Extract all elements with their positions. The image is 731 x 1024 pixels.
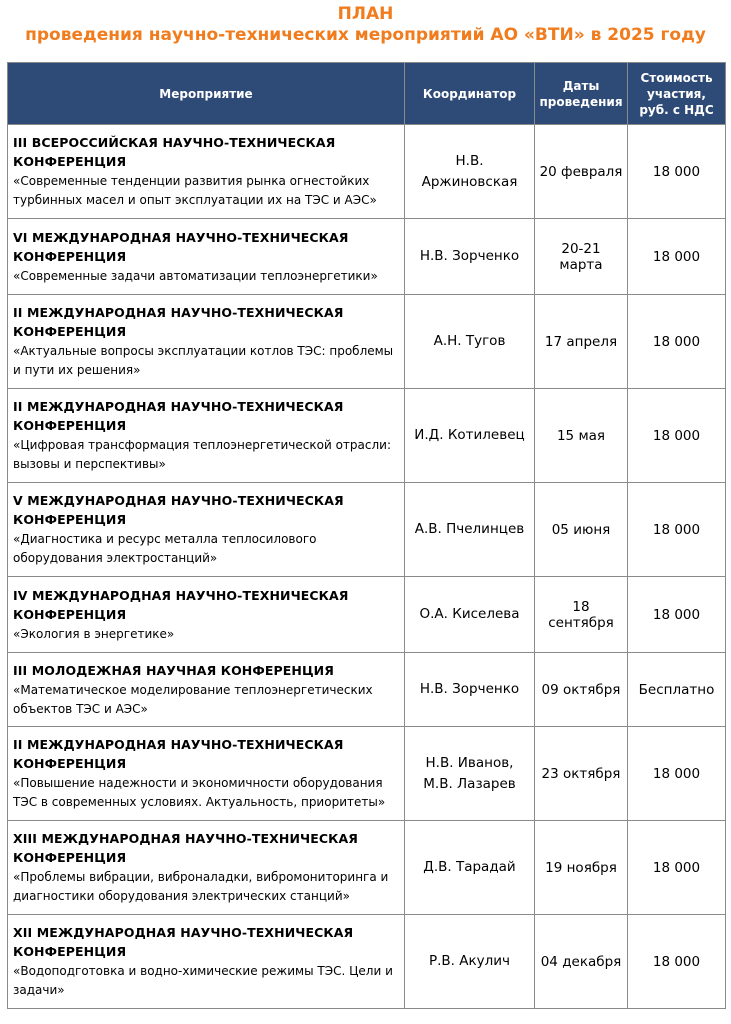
title-line-2: проведения научно-технических мероприятий АО «ВТИ» в 2025 году (25, 25, 706, 45)
event-cell (8, 483, 405, 577)
cost-cell: 18 000 (628, 915, 726, 1009)
cost-cell: 18 000 (628, 821, 726, 915)
table-row (8, 125, 726, 219)
table-row (8, 483, 726, 577)
coordinator-name: Н.В. Зорченко (419, 248, 520, 264)
event-title: II МЕЖДУНАРОДНАЯ НАУЧНО-ТЕХНИЧЕСКАЯ КОНФЕРЕНЦИЯ (13, 399, 344, 433)
header-coordinator: Координатор (405, 63, 535, 125)
coordinator-cell (405, 483, 535, 577)
event-title: VI МЕЖДУНАРОДНАЯ НАУЧНО-ТЕХНИЧЕСКАЯ КОНФЕРЕНЦИЯ (13, 229, 349, 264)
coordinator-name: Н.В. Зорченко (419, 681, 520, 697)
event-cell (8, 125, 405, 219)
cost-cell: 18 000 (628, 483, 726, 577)
date-cell: 15 мая (535, 389, 628, 483)
event-description: «Математическое моделирование теплоэнергетических объектов ТЭС и АЭС» (13, 682, 373, 716)
document-title (0, 0, 731, 58)
title-line-1: ПЛАН (337, 4, 394, 24)
event-cell (8, 577, 405, 653)
coordinator-name: О.А. Киселева (419, 606, 520, 622)
event-cell (8, 219, 405, 295)
coordinator-name: Н.В. Иванов, (425, 754, 514, 771)
event-description: «Цифровая трансформация теплоэнергетической отрасли: вызовы и перспективы» (13, 438, 391, 471)
event-title: IV МЕЖДУНАРОДНАЯ НАУЧНО-ТЕХНИЧЕСКАЯ КОНФЕРЕНЦИЯ (13, 587, 349, 622)
event-description: «Современные задачи автоматизации теплоэнергетики» (13, 268, 378, 283)
coordinator-cell (405, 125, 535, 219)
date-cell: 23 октября (535, 727, 628, 821)
event-title: XII МЕЖДУНАРОДНАЯ НАУЧНО-ТЕХНИЧЕСКАЯ КОНФЕРЕНЦИЯ (13, 925, 354, 959)
events-table (7, 62, 726, 1009)
coordinator-name: Д.В. Тарадай (423, 859, 516, 875)
table-row (8, 915, 726, 1009)
date-cell: 20 февраля (535, 125, 628, 219)
cost-cell: 18 000 (628, 389, 726, 483)
event-description: «Экология в энергетике» (13, 626, 175, 641)
event-cell (8, 389, 405, 483)
event-title: XIII МЕЖДУНАРОДНАЯ НАУЧНО-ТЕХНИЧЕСКАЯ КОНФЕРЕНЦИЯ (13, 831, 358, 865)
event-title: V МЕЖДУНАРОДНАЯ НАУЧНО-ТЕХНИЧЕСКАЯ КОНФЕРЕНЦИЯ (13, 493, 344, 527)
event-description: «Водоподготовка и водно-химические режимы ТЭС. Цели и задачи» (13, 964, 393, 997)
event-title: III МОЛОДЕЖНАЯ НАУЧНАЯ КОНФЕРЕНЦИЯ (13, 662, 334, 678)
table-header-row (8, 63, 726, 125)
date-cell: 20-21 марта (535, 219, 628, 295)
coordinator-cell (405, 389, 535, 483)
coordinator-cell (405, 727, 535, 821)
table-row (8, 295, 726, 389)
event-description: «Проблемы вибрации, виброналадки, вибромониторинга и диагностики оборудования электрических станций» (13, 870, 389, 903)
event-cell (8, 915, 405, 1009)
date-cell: 19 ноября (535, 821, 628, 915)
table-row (8, 727, 726, 821)
header-dates: Даты проведения (535, 63, 628, 125)
coordinator-name: А.Н. Тугов (433, 333, 506, 349)
table-row (8, 821, 726, 915)
date-cell: 17 апреля (535, 295, 628, 389)
table-row (8, 219, 726, 295)
coordinator-name: И.Д. Котилевец (414, 427, 525, 443)
event-cell (8, 653, 405, 727)
cost-cell: Бесплатно (628, 653, 726, 727)
event-description: «Современные тенденции развития рынка огнестойких турбинных масел и опыт эксплуатации их на ТЭС и АЭС» (13, 174, 377, 207)
cost-cell: 18 000 (628, 219, 726, 295)
event-cell (8, 295, 405, 389)
coordinator-cell (405, 915, 535, 1009)
event-title: II МЕЖДУНАРОДНАЯ НАУЧНО-ТЕХНИЧЕСКАЯ КОНФЕРЕНЦИЯ (13, 737, 344, 771)
cost-cell: 18 000 (628, 577, 726, 653)
coordinator-cell (405, 295, 535, 389)
coordinator-name: Н.В. Аржиновская (421, 152, 518, 190)
event-description: «Повышение надежности и экономичности оборудования ТЭС в современных условиях. Актуальность, приоритеты» (13, 776, 386, 809)
date-cell: 04 декабря (535, 915, 628, 1009)
coordinator-name-2: М.В. Лазарев (423, 775, 516, 792)
table-row (8, 389, 726, 483)
event-cell (8, 821, 405, 915)
date-cell: 18 сентября (535, 577, 628, 653)
event-title: III ВСЕРОССИЙСКАЯ НАУЧНО-ТЕХНИЧЕСКАЯ КОНФЕРЕНЦИЯ (13, 135, 336, 169)
coordinator-cell (405, 577, 535, 653)
event-description: «Диагностика и ресурс металла теплосилового оборудования электростанций» (13, 532, 317, 565)
header-event: Мероприятие (8, 63, 405, 125)
cost-cell: 18 000 (628, 295, 726, 389)
table-row (8, 577, 726, 653)
coordinator-name: Р.В. Акулич (428, 953, 511, 969)
coordinator-cell (405, 821, 535, 915)
event-description: «Актуальные вопросы эксплуатации котлов ТЭС: проблемы и пути их решения» (13, 344, 394, 377)
date-cell: 09 октября (535, 653, 628, 727)
event-cell (8, 727, 405, 821)
cost-cell: 18 000 (628, 727, 726, 821)
coordinator-cell (405, 653, 535, 727)
coordinator-name: А.В. Пчелинцев (414, 521, 525, 537)
coordinator-cell (405, 219, 535, 295)
header-cost: Стоимость участия, руб. с НДС (628, 63, 726, 125)
cost-cell: 18 000 (628, 125, 726, 219)
event-title: II МЕЖДУНАРОДНАЯ НАУЧНО-ТЕХНИЧЕСКАЯ КОНФЕРЕНЦИЯ (13, 305, 344, 339)
date-cell: 05 июня (535, 483, 628, 577)
table-row (8, 653, 726, 727)
